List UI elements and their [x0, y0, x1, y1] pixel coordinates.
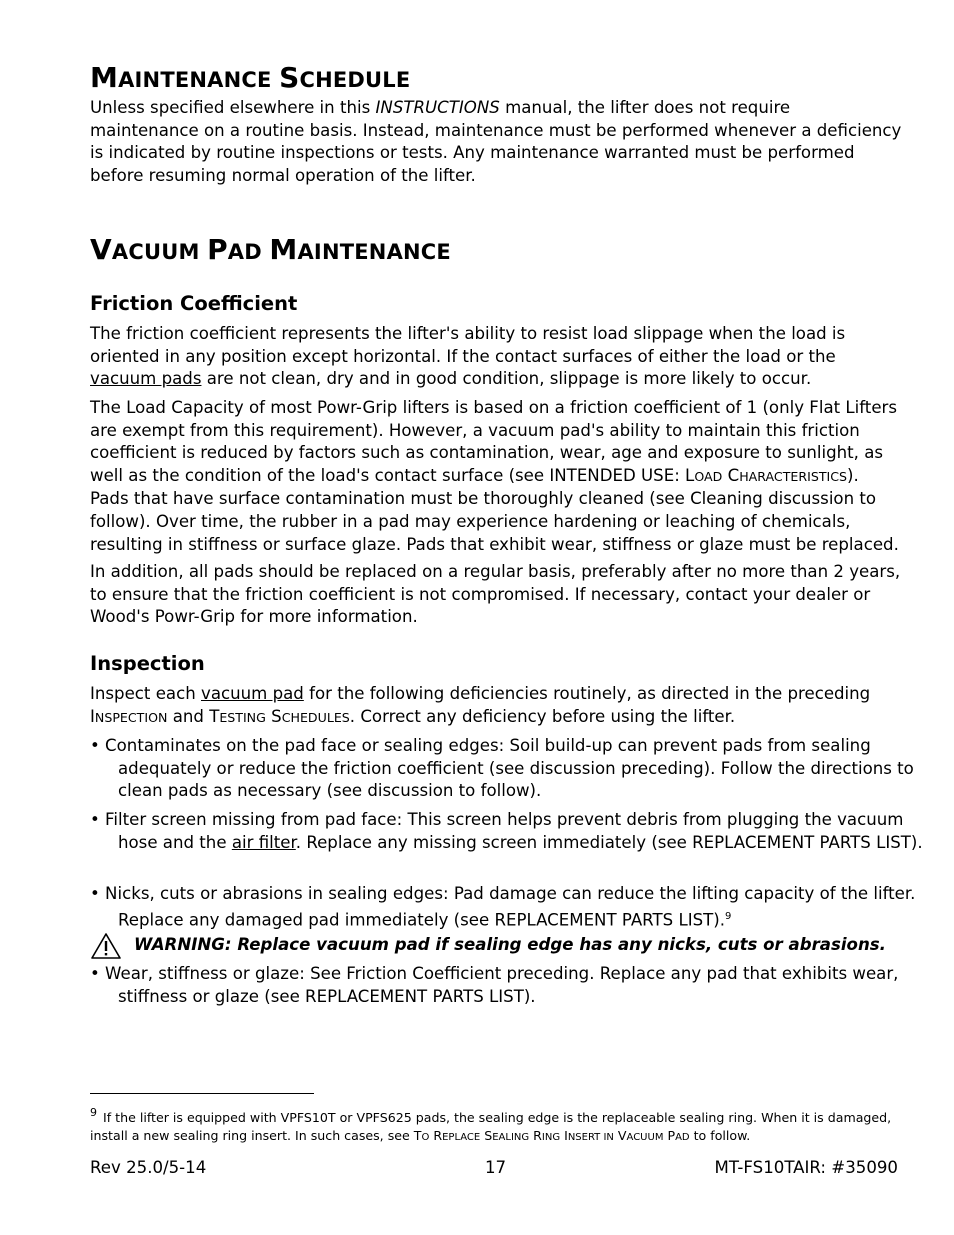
warning-text: WARNING: Replace vacuum pad if sealing edge has any nicks, cuts or abrasions. — [134, 935, 886, 954]
footnote-divider — [90, 1093, 314, 1094]
maintenance-schedule-heading: MAINTENANCE SCHEDULE — [90, 61, 411, 94]
footnote-ref: 9 — [725, 910, 732, 922]
footnote-number: 9 — [90, 1106, 97, 1119]
vacuum-pad-link[interactable]: vacuum pad — [201, 684, 304, 703]
friction-paragraph-1: The friction coefficient represents the lifter's ability to resist load slippage when the load is oriented in any position except horizontal. If the contact surfaces of either the load or the vacuum pads are not clean, dry and in good condition, slippage is more likely to occur. — [90, 324, 846, 389]
friction-paragraph-3: In addition, all pads should be replaced on a regular basis, preferably after no more than 2 years, to ensure that the friction coefficient is not compromised. If necessary, contact your dealer or Wood's Powr-Grip for more information. — [90, 562, 901, 627]
bullet-nicks-cuts: • Nicks, cuts or abrasions in sealing edges: Pad damage can reduce the lifting capacity of the lifter. Replace any damaged pad immediately (see REPLACEMENT PARTS LIST).$^9$ — [90, 884, 916, 930]
bullet-contaminates: • Contaminates on the pad face or sealing edges: Soil build-up can prevent pads from sealing adequately or reduce the friction coefficient (see discussion preceding). Follow the directions to clean pads as necessary (see discussion to follow). — [90, 736, 914, 801]
vacuum-pad-maintenance-heading: VACUUM PAD MAINTENANCE — [90, 233, 451, 266]
instructions-italic: INSTRUCTIONS — [375, 98, 500, 117]
warning-row — [90, 930, 902, 960]
friction-coefficient-heading: Friction Coefficient — [90, 292, 298, 315]
vacuum-pads-link[interactable]: vacuum pads — [90, 369, 202, 389]
page-number: 17 — [485, 1158, 507, 1177]
inspection-paragraph: Inspect each vacuum pad for the following deficiencies routinely, as directed in the preceding INSPECTION and TESTING SCHEDULES. Correct any deficiency before using the lifter. — [90, 684, 871, 726]
revision-label: Rev 25.0/5-14 — [90, 1158, 207, 1177]
page-footer — [90, 1157, 898, 1179]
document-number: MT-FS10TAIR: #35090 — [714, 1158, 898, 1177]
footnote: $^9$ If the lifter is equipped with VPFS10T or VPFS625 pads, the sealing edge is the replaceable sealing ring. When it is damaged, install a new sealing ring insert. In such cases, see TO REPLACE SEALING RING INSERT IN VACUUM PAD to follow. — [90, 1106, 892, 1143]
bullet-filter-screen: • Filter screen missing from pad face: This screen helps prevent debris from plugging the vacuum hose and the air filter. Replace any missing screen immediately (see REPLACEMENT PARTS LIST). — [90, 810, 923, 852]
bullet-wear-stiffness: • Wear, stiffness or glaze: See Friction Coefficient preceding. Replace any pad that exhibits wear, stiffness or glaze (see REPLACEMENT PARTS LIST). — [90, 964, 899, 1006]
maintenance-schedule-paragraph: Unless specified elsewhere in this INSTRUCTIONS manual, the lifter does not require maintenance on a routine basis. Instead, maintenance must be performed whenever a deficiency is indicated by routine inspections or tests. Any maintenance warranted must be performed before resuming normal operation of the lifter. — [90, 98, 902, 185]
air-filter-link[interactable]: air filter — [231, 832, 296, 852]
warning-triangle-icon — [90, 932, 122, 960]
friction-paragraph-2: The Load Capacity of most Powr-Grip lifters is based on a friction coefficient of 1 (only Flat Lifters are exempt from this requirement). However, a vacuum pad's ability to maintain this friction coefficient is reduced by factors such as contamination, wear, age and exposure to sunlight, as well as the condition of the load's contact surface (see INTENDED USE: LOAD CHARACTERISTICS). Pads that have surface contamination must be thoroughly cleaned (see Cleaning discussion to follow). Over time, the rubber in a pad may experience hardening or leaching of chemicals, resulting in stiffness or surface glaze. Pads that exhibit wear, stiffness or glaze must be replaced. — [90, 398, 899, 554]
inspection-heading: Inspection — [90, 652, 205, 675]
